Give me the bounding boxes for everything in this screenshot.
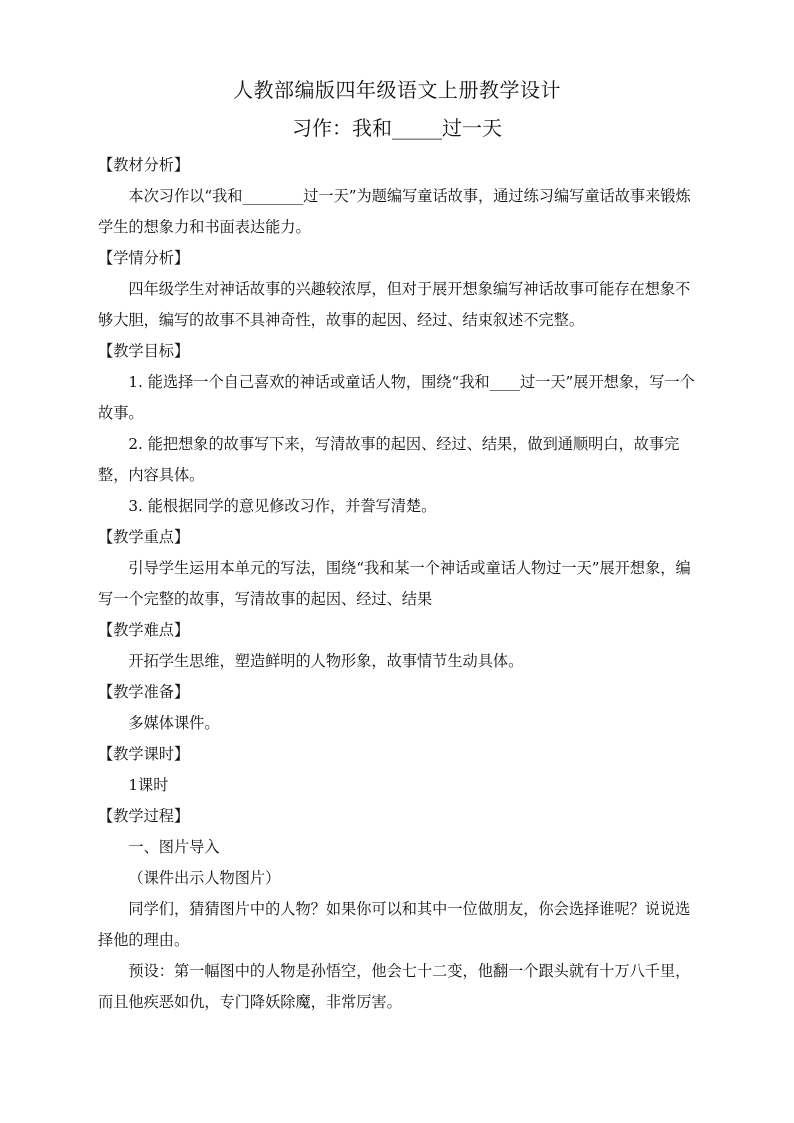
- section-text-students: 四年级学生对神话故事的兴趣较浓厚，但对于展开想象编写神话故事可能存在想象不够大胆，编写的故事不具神奇性，故事的起因、经过、结束叙述不完整。: [98, 280, 691, 329]
- section-text-prep: 多媒体课件。: [128, 714, 220, 732]
- section-heading-key: 【教学重点】: [98, 528, 190, 546]
- document-body: [98, 150, 696, 1018]
- section-text-material: 本次习作以“我和________过一天”为题编写童话故事，通过练习编写童话故事来锻炼学生的想象力和书面表达能力。: [98, 187, 691, 236]
- section-heading-process: 【教学过程】: [98, 807, 190, 825]
- process-step-1: 一、图片导入: [128, 838, 220, 856]
- section-heading-prep: 【教学准备】: [98, 683, 190, 701]
- document-subtitle: 习作：我和_____过一天: [292, 116, 502, 140]
- process-note: （课件出示人物图片）: [128, 869, 281, 887]
- section-heading-difficulty: 【教学难点】: [98, 621, 190, 639]
- process-paragraph-2: 预设：第一幅图中的人物是孙悟空，他会七十二变，他翻一个跟头就有十万八千里，而且他疾恶如仇，专门降妖除魔，非常厉害。: [98, 962, 691, 1011]
- section-heading-goals: 【教学目标】: [98, 342, 190, 360]
- section-text-key: 引导学生运用本单元的写法，围绕“我和某一个神话或童话人物过一天”展开想象，编写一个完整的故事，写清故事的起因、经过、结果: [98, 559, 691, 608]
- section-text-difficulty: 开拓学生思维，塑造鲜明的人物形象，故事情节生动具体。: [128, 652, 524, 670]
- goal-item-2: 2. 能把想象的故事写下来，写清故事的起因、经过、结果，做到通顺明白，故事完整，内容具体。: [98, 435, 680, 484]
- goal-item-1: 1. 能选择一个自己喜欢的神话或童话人物，围绕“我和____过一天”展开想象，写一个故事。: [98, 373, 695, 422]
- section-heading-hours: 【教学课时】: [98, 745, 190, 763]
- section-heading-students: 【学情分析】: [98, 249, 190, 267]
- process-paragraph-1: 同学们，猜猜图片中的人物？如果你可以和其中一位做朋友，你会选择谁呢？说说选择他的理由。: [98, 900, 691, 949]
- section-heading-material: 【教材分析】: [98, 156, 190, 174]
- section-text-hours: 1课时: [128, 776, 169, 794]
- goal-item-3: 3. 能根据同学的意见修改习作，并誊写清楚。: [128, 497, 437, 515]
- document-title: 人教部编版四年级语文上册教学设计: [233, 78, 561, 102]
